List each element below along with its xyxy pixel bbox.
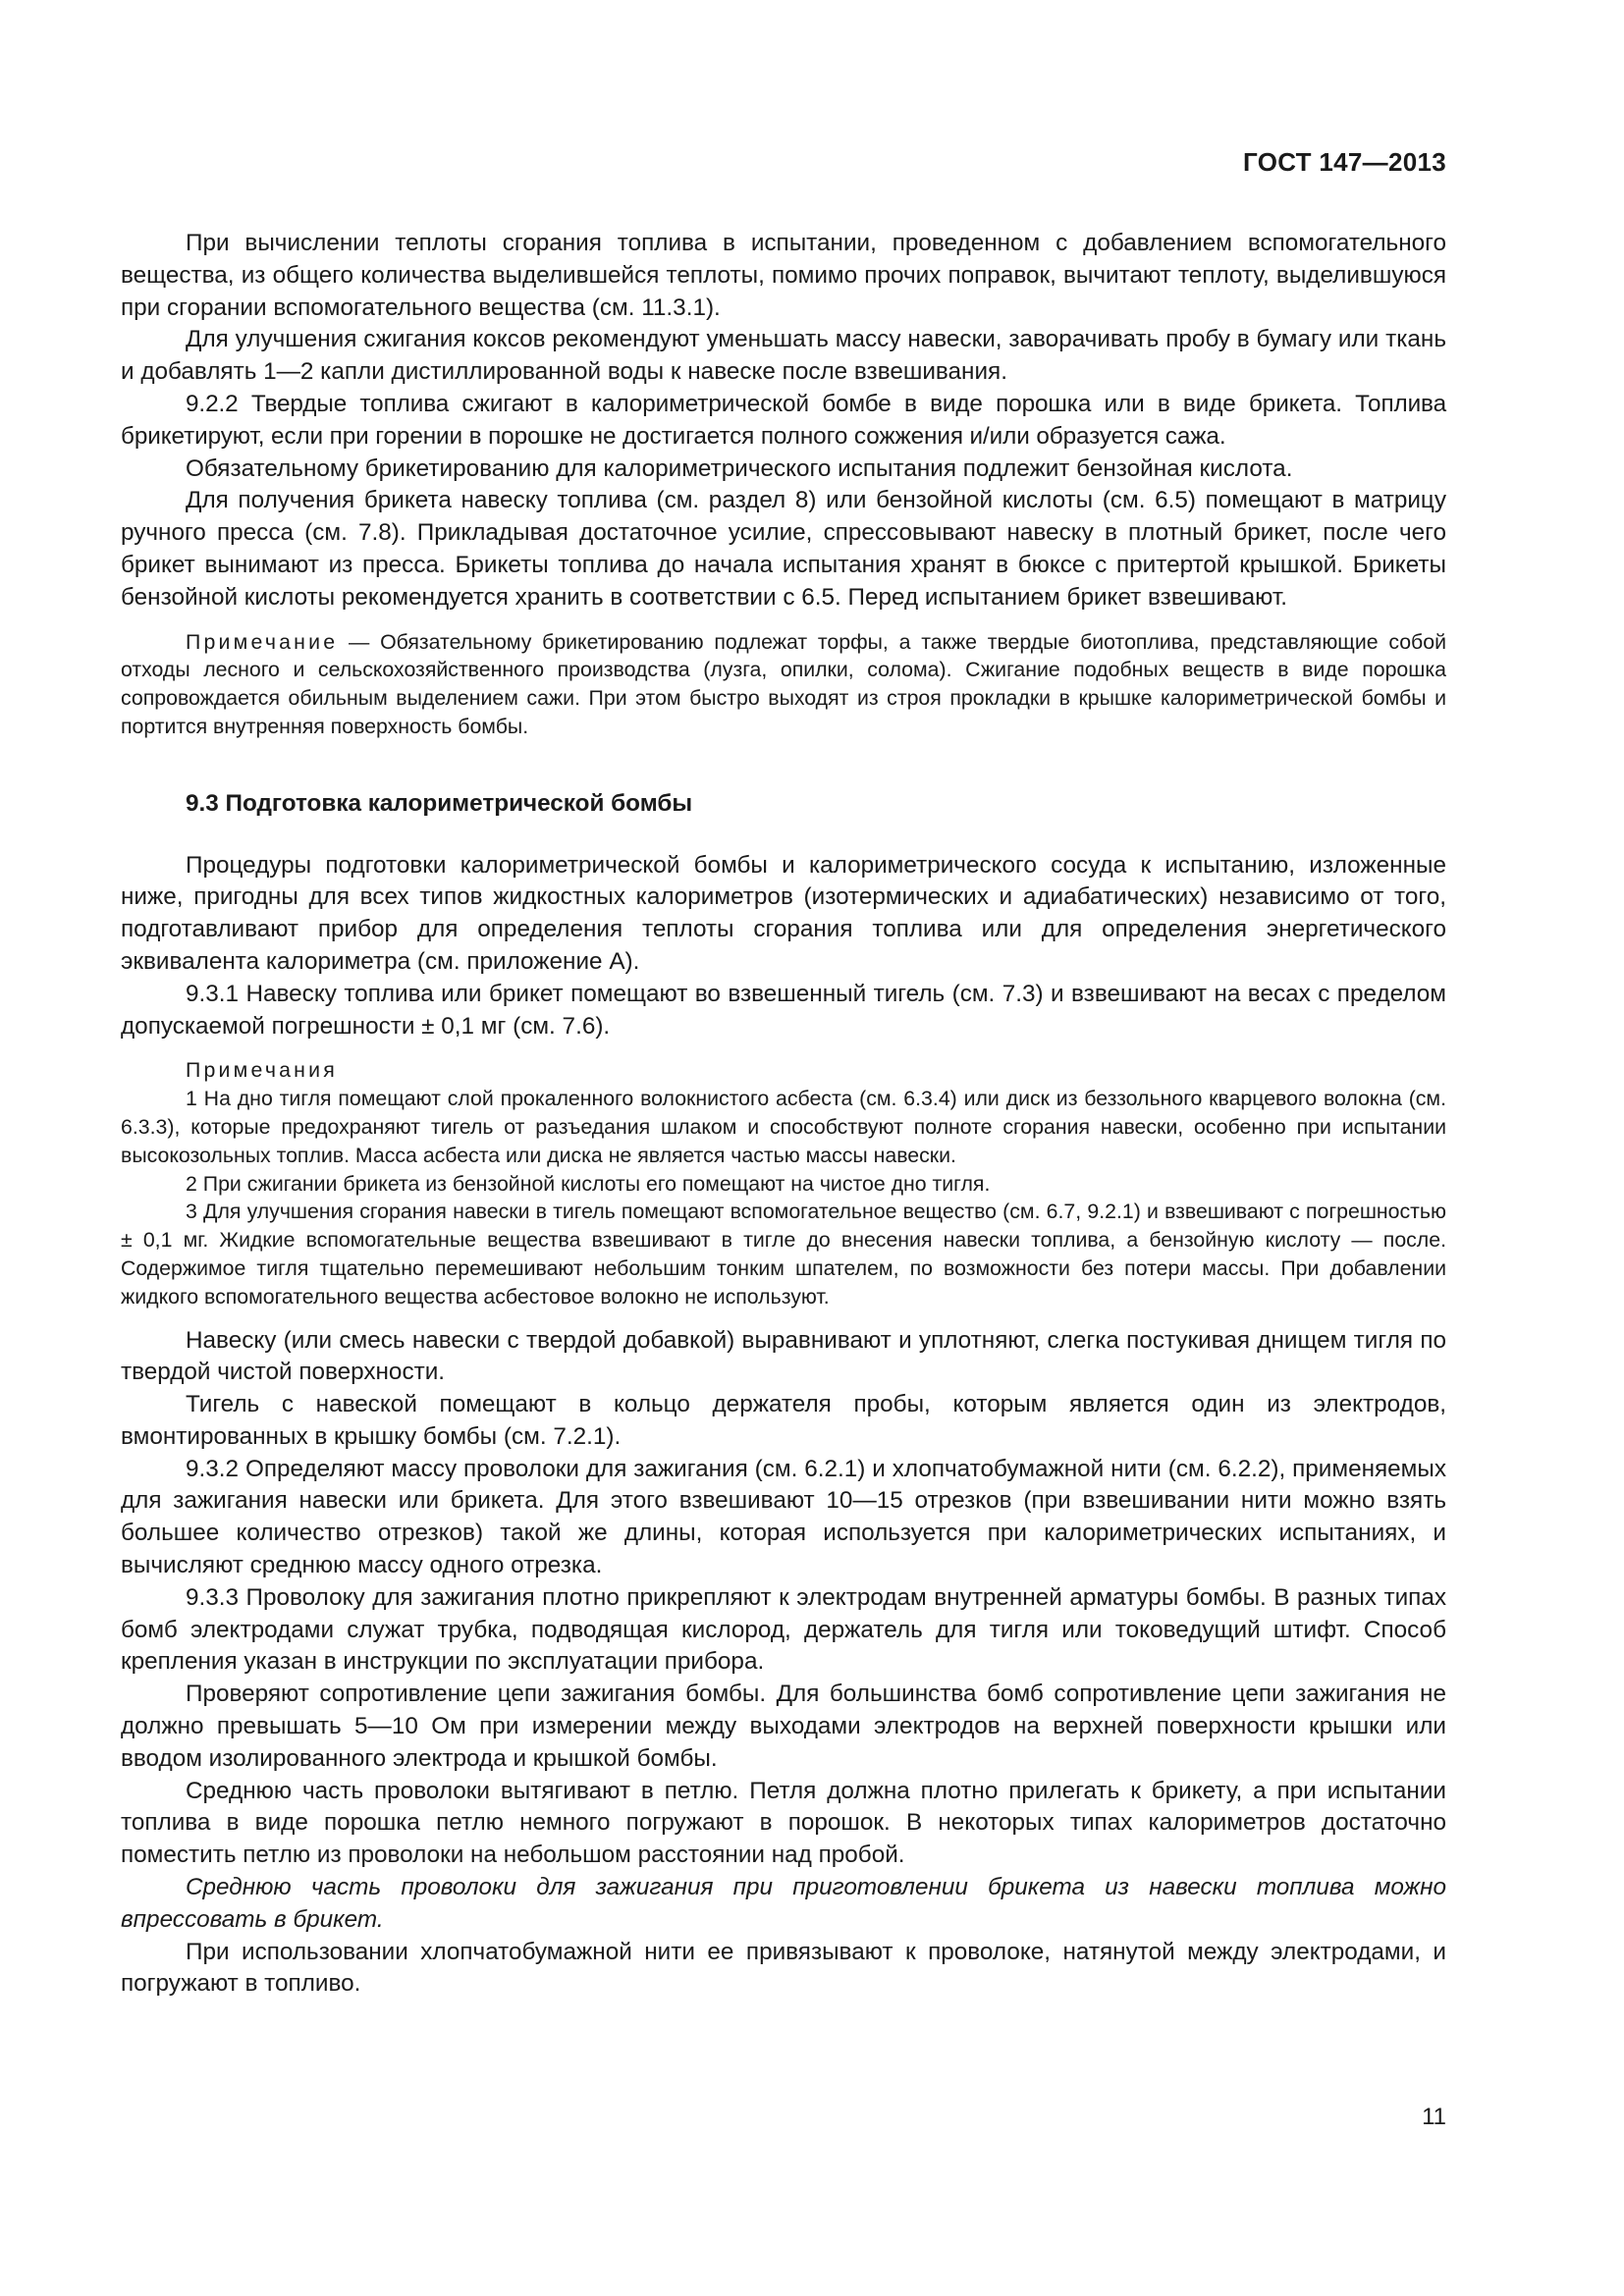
- note: [121, 628, 1446, 741]
- document-page: [121, 0, 1446, 2296]
- paragraph: Среднюю часть проволоки вытягивают в петлю. Петля должна плотно прилегать к брикету, а при испытании топлива в виде порошка петлю немного погружают в порошок. В некоторых типах калориметров достаточно поместить петлю из проволоки на небольшом расстоянии над пробой.: [121, 1777, 1446, 1869]
- paragraph: 9.3.3 Проволоку для зажигания плотно прикрепляют к электродам внутренней арматуры бомбы. В разных типах бомб электродами служат трубка, подводящая кислород, держатель для тигля или токоведущий штифт. Способ крепления указан в инструкции по эксплуатации прибора.: [121, 1583, 1446, 1676]
- paragraph: 9.3.1 Навеску топлива или брикет помещают во взвешенный тигель (см. 7.3) и взвешивают на весах с пределом допускаемой погрешности ± 0,1 мг (см. 7.6).: [121, 980, 1446, 1040]
- paragraph: 9.3.2 Определяют массу проволоки для зажигания (см. 6.2.1) и хлопчатобумажной нити (см. 6.2.2), применяемых для зажигания навески или брикета. Для этого взвешивают 10—15 отрезков (при взвешивании нити можно взять большее количество отрезков) такой же длины, которая используется при калориметрических испытаниях, и вычисляют среднюю массу одного отрезка.: [121, 1455, 1446, 1579]
- italic-paragraph: Среднюю часть проволоки для зажигания при приготовлении брикета из навески топлива можно впрессовать в брикет.: [121, 1874, 1446, 1933]
- paragraph: Обязательному брикетированию для калориметрического испытания подлежит бензойная кислота.: [186, 454, 1293, 482]
- page-number: 11: [1422, 2104, 1446, 2130]
- section-heading: 9.3 Подготовка калориметрической бомбы: [186, 789, 693, 817]
- paragraph: При использовании хлопчатобумажной нити ее привязывают к проволоке, натянутой между электродами, и погружают в топливо.: [121, 1938, 1446, 1998]
- note-label: Примечание: [186, 629, 339, 654]
- paragraph: Навеску (или смесь навески с твердой добавкой) выравнивают и уплотняют, слегка постукивая днищем тигля по твердой чистой поверхности.: [121, 1326, 1446, 1386]
- notes-title: Примечания: [186, 1058, 338, 1083]
- paragraph: Для получения брикета навеску топлива (см. раздел 8) или бензойной кислоты (см. 6.5) помещают в матрицу ручного пресса (см. 7.8). Прикладывая достаточное усилие, спрессовывают навеску в плотный брикет, после чего брикет вынимают из пресса. Брикеты топлива до начала испытания хранят в бюксе с притертой крышкой. Брикеты бензойной кислоты рекомендуется хранить в соответствии с 6.5. Перед испытанием брикет взвешивают.: [121, 487, 1446, 611]
- paragraph: Проверяют сопротивление цепи зажигания бомбы. Для большинства бомб сопротивление цепи зажигания не должно превышать 5—10 Ом при измерении между выходами электродов на верхней поверхности крышки или вводом изолированного электрода и крышкой бомбы.: [121, 1681, 1446, 1772]
- paragraph: Тигель с навеской помещают в кольцо держателя пробы, которым является один из электродов, вмонтированных в крышку бомбы (см. 7.2.1).: [121, 1391, 1446, 1450]
- note-item: 2 При сжигании брикета из бензойной кислоты его помещают на чистое дно тигля.: [186, 1171, 991, 1196]
- note-item: 1 На дно тигля помещают слой прокаленного волокнистого асбеста (см. 6.3.4) или диск из беззольного кварцевого волокна (см. 6.3.3), которые предохраняют тигель от разъедания шлаком и способствуют полноте сгорания навески, особенно при испытании высокозольных топлив. Масса асбеста или диска не является частью массы навески.: [121, 1087, 1446, 1167]
- note-text: — Обязательному брикетированию подлежат торфы, а также твердые биотоплива, представляющие собой отходы лесного и сельскохозяйственного производства (лузга, опилки, солома). Сжигание подобных веществ в виде порошка сопровождается обильным выделением сажи. При этом быстро выходят из строя прокладки в крышке калориметрической бомбы и портится внутренняя поверхность бомбы.: [121, 629, 1446, 738]
- note-item: 3 Для улучшения сгорания навески в тигель помещают вспомогательное вещество (см. 6.7, 9.2.1) и взвешивают с погрешностью ± 0,1 мг. Жидкие вспомогательные вещества взвешивают в тигле до внесения навески топлива, а бензойную кислоту — после. Содержимое тигля тщательно перемешивают небольшим тонким шпателем, по возможности без потери массы. При добавлении жидкого вспомогательного вещества асбестовое волокно не используют.: [121, 1200, 1446, 1308]
- document-number: ГОСТ 147—2013: [1243, 147, 1446, 177]
- document-body: [121, 228, 1446, 2001]
- paragraph: При вычислении теплоты сгорания топлива в испытании, проведенном с добавлением вспомогательного вещества, из общего количества выделившейся теплоты, помимо прочих поправок, вычитают теплоту, выделившуюся при сгорании вспомогательного вещества (см. 11.3.1).: [121, 230, 1446, 321]
- paragraph: Для улучшения сжигания коксов рекомендуют уменьшать массу навески, заворачивать пробу в бумагу или ткань и добавлять 1—2 капли дистиллированной воды к навеске после взвешивания.: [121, 326, 1446, 386]
- paragraph: 9.2.2 Твердые топлива сжигают в калориметрической бомбе в виде порошка или в виде брикета. Топлива брикетируют, если при горении в порошке не достигается полного сожжения и/или образуется сажа.: [121, 390, 1446, 450]
- paragraph: Процедуры подготовки калориметрической бомбы и калориметрического сосуда к испытанию, изложенные ниже, пригодны для всех типов жидкостных калориметров (изотермических и адиабатических) независимо от того, подготавливают прибор для определения теплоты сгорания топлива или для определения энергетического эквивалента калориметра (см. приложение А).: [121, 851, 1446, 975]
